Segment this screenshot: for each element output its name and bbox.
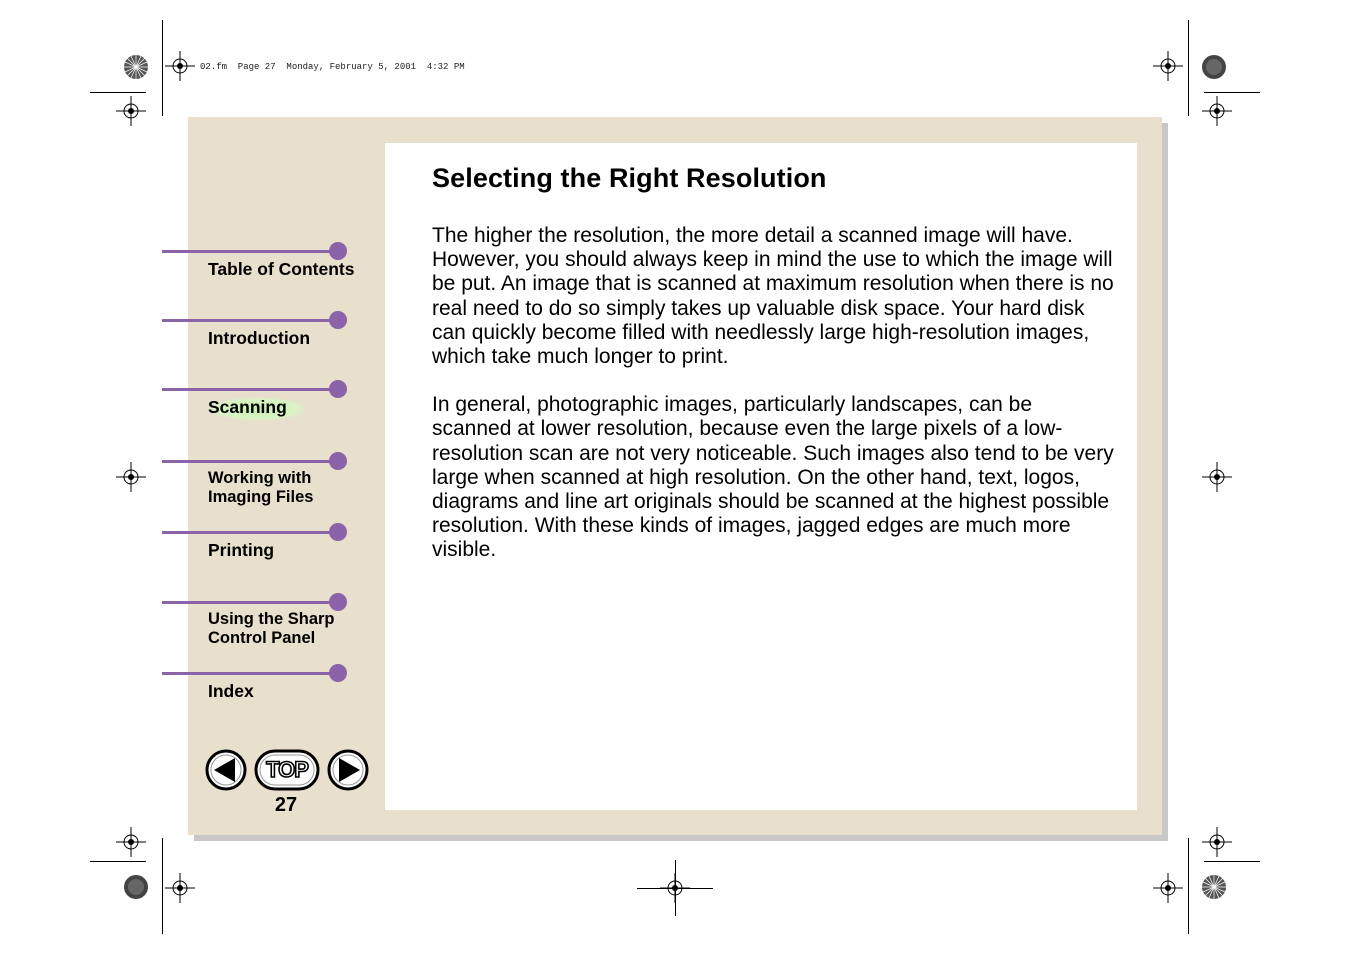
registration-mark-icon	[1202, 96, 1232, 126]
nav-dot-icon	[329, 242, 347, 260]
page-number: 27	[274, 794, 298, 816]
nav-dot-icon	[329, 452, 347, 470]
color-rosette-icon	[1201, 54, 1227, 80]
nav-label: Printing	[208, 540, 275, 560]
nav-label: Scanning	[208, 397, 307, 421]
crop-line	[90, 861, 146, 862]
crop-line	[1188, 20, 1189, 116]
nav-line	[162, 672, 338, 675]
crop-line	[90, 92, 146, 93]
registration-mark-icon	[1202, 462, 1232, 492]
nav-item-working-with-imaging-files[interactable]	[162, 460, 382, 510]
registration-mark-icon	[116, 462, 146, 492]
top-button[interactable]	[254, 749, 320, 791]
registration-mark-icon	[1153, 51, 1183, 81]
nav-item-scanning[interactable]	[162, 388, 382, 438]
registration-mark-icon	[1153, 873, 1183, 903]
nav-dot-icon	[329, 380, 347, 398]
nav-dot-icon	[329, 311, 347, 329]
nav-line	[162, 319, 338, 322]
color-rosette-icon	[1201, 874, 1227, 900]
paragraph: The higher the resolution, the more detail a scanned image will have. However, you should always keep in mind the use to which the image will be put. An image that is scanned at maximum resolution when there is no real need to do so simply takes up valuable disk space. Your hard disk can quickly become filled with needlessly large high-resolution images, which take much longer to print.	[432, 224, 1114, 369]
nav-label: Index	[208, 681, 254, 701]
nav-item-using-the-sharp-control-panel[interactable]	[162, 601, 382, 651]
page-title: Selecting the Right Resolution	[432, 163, 827, 193]
nav-dot-icon	[329, 664, 347, 682]
crop-line	[162, 838, 163, 934]
registration-mark-icon	[116, 827, 146, 857]
crop-line	[162, 20, 163, 116]
nav-line	[162, 531, 338, 534]
nav-item-index[interactable]	[162, 672, 382, 722]
nav-line	[162, 388, 338, 391]
registration-mark-icon	[1202, 827, 1232, 857]
nav-label: Using the Sharp Control Panel	[208, 610, 335, 647]
crop-line	[1204, 92, 1260, 93]
print-header: 02.fm Page 27 Monday, February 5, 2001 4:32 PM	[200, 62, 465, 72]
paragraph: In general, photographic images, particularly landscapes, can be scanned at lower resolution, because even the large pixels of a low-resolution scan are not very noticeable. Such images also tend to be very large when scanned at high resolution. On the other hand, text, logos, diagrams and line art originals should be scanned at the highest possible resolution. With these kinds of images, jagged edges are much more visible.	[432, 393, 1114, 562]
crop-line	[675, 860, 676, 916]
registration-mark-icon	[165, 51, 195, 81]
nav-label: Introduction	[208, 328, 311, 348]
nav-line	[162, 250, 338, 253]
nav-label: Table of Contents	[208, 259, 355, 279]
nav-dot-icon	[329, 523, 347, 541]
color-rosette-icon	[123, 874, 149, 900]
nav-line	[162, 460, 338, 463]
top-button-label: TOP	[266, 757, 308, 782]
next-page-button[interactable]	[327, 749, 369, 791]
nav-item-table-of-contents[interactable]	[162, 250, 382, 300]
registration-mark-icon	[165, 873, 195, 903]
nav-item-printing[interactable]	[162, 531, 382, 581]
nav-label: Working with Imaging Files	[208, 469, 314, 506]
crop-line	[1188, 838, 1189, 934]
registration-mark-icon	[116, 96, 146, 126]
body-text	[432, 224, 1114, 587]
nav-item-introduction[interactable]	[162, 319, 382, 369]
crop-line	[1204, 861, 1260, 862]
nav-line	[162, 601, 338, 604]
nav-dot-icon	[329, 593, 347, 611]
previous-page-button[interactable]	[205, 749, 247, 791]
color-rosette-icon	[123, 54, 149, 80]
